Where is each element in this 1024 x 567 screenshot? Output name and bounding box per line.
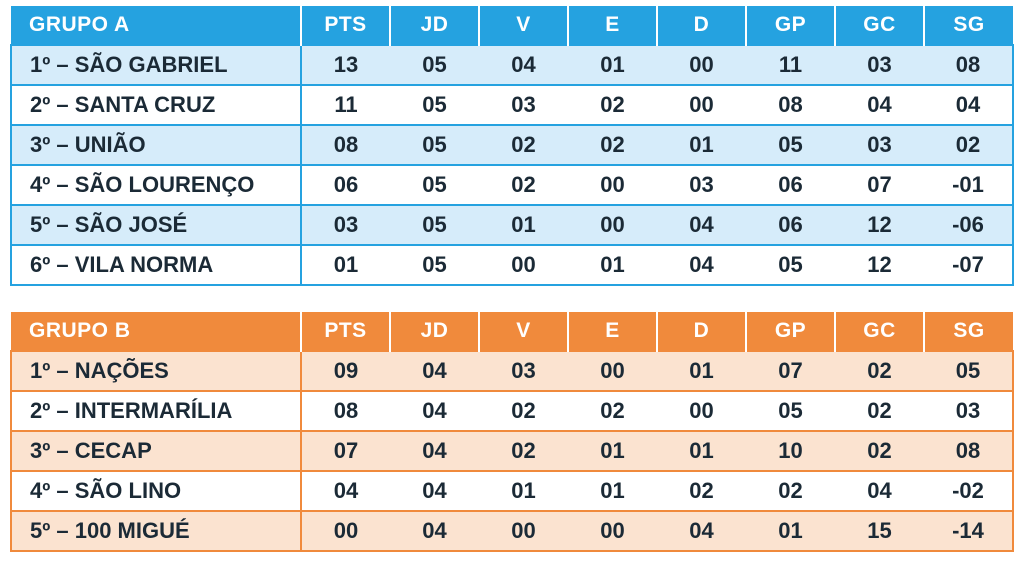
cell-d: 04 [657,245,746,285]
cell-gp: 08 [746,85,835,125]
cell-d: 04 [657,205,746,245]
team-name: 4º – SÃO LINO [11,471,301,511]
cell-d: 01 [657,431,746,471]
cell-gc: 04 [835,471,924,511]
cell-d: 00 [657,391,746,431]
cell-gc: 07 [835,165,924,205]
cell-gp: 05 [746,125,835,165]
cell-gp: 06 [746,205,835,245]
cell-gc: 03 [835,125,924,165]
cell-pts: 08 [301,391,390,431]
cell-d: 02 [657,471,746,511]
column-header-sg: SG [924,6,1013,45]
cell-pts: 01 [301,245,390,285]
cell-sg: -06 [924,205,1013,245]
cell-d: 03 [657,165,746,205]
cell-e: 00 [568,511,657,551]
column-header-jd: JD [390,6,479,45]
team-name: 1º – SÃO GABRIEL [11,45,301,85]
cell-v: 03 [479,85,568,125]
cell-gc: 03 [835,45,924,85]
cell-jd: 05 [390,45,479,85]
cell-jd: 05 [390,205,479,245]
cell-gc: 02 [835,391,924,431]
cell-pts: 04 [301,471,390,511]
table-row [11,165,1013,205]
cell-v: 01 [479,205,568,245]
group-a-title: GRUPO A [11,6,301,45]
cell-gc: 12 [835,245,924,285]
cell-gc: 02 [835,351,924,391]
cell-d: 01 [657,125,746,165]
table-row [11,391,1013,431]
cell-gp: 01 [746,511,835,551]
cell-e: 01 [568,431,657,471]
group-b-title: GRUPO B [11,312,301,351]
cell-v: 02 [479,165,568,205]
cell-e: 00 [568,351,657,391]
cell-gp: 05 [746,391,835,431]
cell-v: 02 [479,125,568,165]
cell-jd: 04 [390,391,479,431]
cell-e: 02 [568,391,657,431]
cell-pts: 03 [301,205,390,245]
column-header-e: E [568,312,657,351]
cell-gp: 02 [746,471,835,511]
cell-pts: 08 [301,125,390,165]
cell-jd: 05 [390,165,479,205]
column-header-gp: GP [746,312,835,351]
table-body-group-a [11,45,1013,285]
cell-sg: -01 [924,165,1013,205]
cell-d: 00 [657,85,746,125]
cell-gp: 10 [746,431,835,471]
table-row [11,351,1013,391]
cell-sg: 04 [924,85,1013,125]
table-row [11,85,1013,125]
cell-pts: 07 [301,431,390,471]
column-header-pts: PTS [301,6,390,45]
column-header-d: D [657,6,746,45]
cell-d: 04 [657,511,746,551]
cell-v: 01 [479,471,568,511]
column-header-gc: GC [835,312,924,351]
cell-pts: 13 [301,45,390,85]
table-row [11,45,1013,85]
cell-jd: 04 [390,351,479,391]
cell-jd: 05 [390,125,479,165]
standings-table-group-a [10,6,1014,286]
table-row [11,511,1013,551]
cell-e: 01 [568,471,657,511]
team-name: 3º – CECAP [11,431,301,471]
cell-sg: 08 [924,45,1013,85]
team-name: 2º – SANTA CRUZ [11,85,301,125]
table-row [11,125,1013,165]
table-row [11,431,1013,471]
table-body-group-b [11,351,1013,551]
column-header-v: V [479,6,568,45]
cell-sg: 05 [924,351,1013,391]
cell-gp: 11 [746,45,835,85]
table-separator [10,286,1014,312]
cell-sg: 08 [924,431,1013,471]
standings-table-group-b [10,312,1014,552]
cell-v: 00 [479,511,568,551]
cell-gp: 05 [746,245,835,285]
cell-e: 00 [568,205,657,245]
cell-d: 01 [657,351,746,391]
cell-sg: -02 [924,471,1013,511]
team-name: 1º – NAÇÕES [11,351,301,391]
cell-gc: 15 [835,511,924,551]
team-name: 5º – SÃO JOSÉ [11,205,301,245]
header-row [11,312,1013,351]
table-header-group-a [11,6,1013,45]
cell-jd: 04 [390,511,479,551]
cell-sg: 02 [924,125,1013,165]
team-name: 4º – SÃO LOURENÇO [11,165,301,205]
team-name: 3º – UNIÃO [11,125,301,165]
team-name: 5º – 100 MIGUÉ [11,511,301,551]
column-header-e: E [568,6,657,45]
column-header-d: D [657,312,746,351]
cell-pts: 06 [301,165,390,205]
column-header-pts: PTS [301,312,390,351]
cell-v: 02 [479,431,568,471]
team-name: 6º – VILA NORMA [11,245,301,285]
table-row [11,245,1013,285]
cell-jd: 04 [390,431,479,471]
cell-v: 04 [479,45,568,85]
cell-sg: 03 [924,391,1013,431]
cell-e: 02 [568,125,657,165]
table-header-group-b [11,312,1013,351]
column-header-jd: JD [390,312,479,351]
cell-v: 00 [479,245,568,285]
cell-sg: -14 [924,511,1013,551]
cell-gc: 02 [835,431,924,471]
cell-gp: 07 [746,351,835,391]
cell-e: 01 [568,245,657,285]
cell-d: 00 [657,45,746,85]
header-row [11,6,1013,45]
cell-pts: 11 [301,85,390,125]
column-header-gc: GC [835,6,924,45]
cell-v: 02 [479,391,568,431]
cell-jd: 05 [390,85,479,125]
cell-e: 00 [568,165,657,205]
table-row [11,205,1013,245]
cell-v: 03 [479,351,568,391]
cell-jd: 05 [390,245,479,285]
cell-gc: 04 [835,85,924,125]
team-name: 2º – INTERMARÍLIA [11,391,301,431]
table-row [11,471,1013,511]
column-header-v: V [479,312,568,351]
cell-gp: 06 [746,165,835,205]
cell-gc: 12 [835,205,924,245]
column-header-gp: GP [746,6,835,45]
cell-pts: 00 [301,511,390,551]
cell-e: 02 [568,85,657,125]
cell-jd: 04 [390,471,479,511]
column-header-sg: SG [924,312,1013,351]
cell-pts: 09 [301,351,390,391]
cell-sg: -07 [924,245,1013,285]
cell-e: 01 [568,45,657,85]
